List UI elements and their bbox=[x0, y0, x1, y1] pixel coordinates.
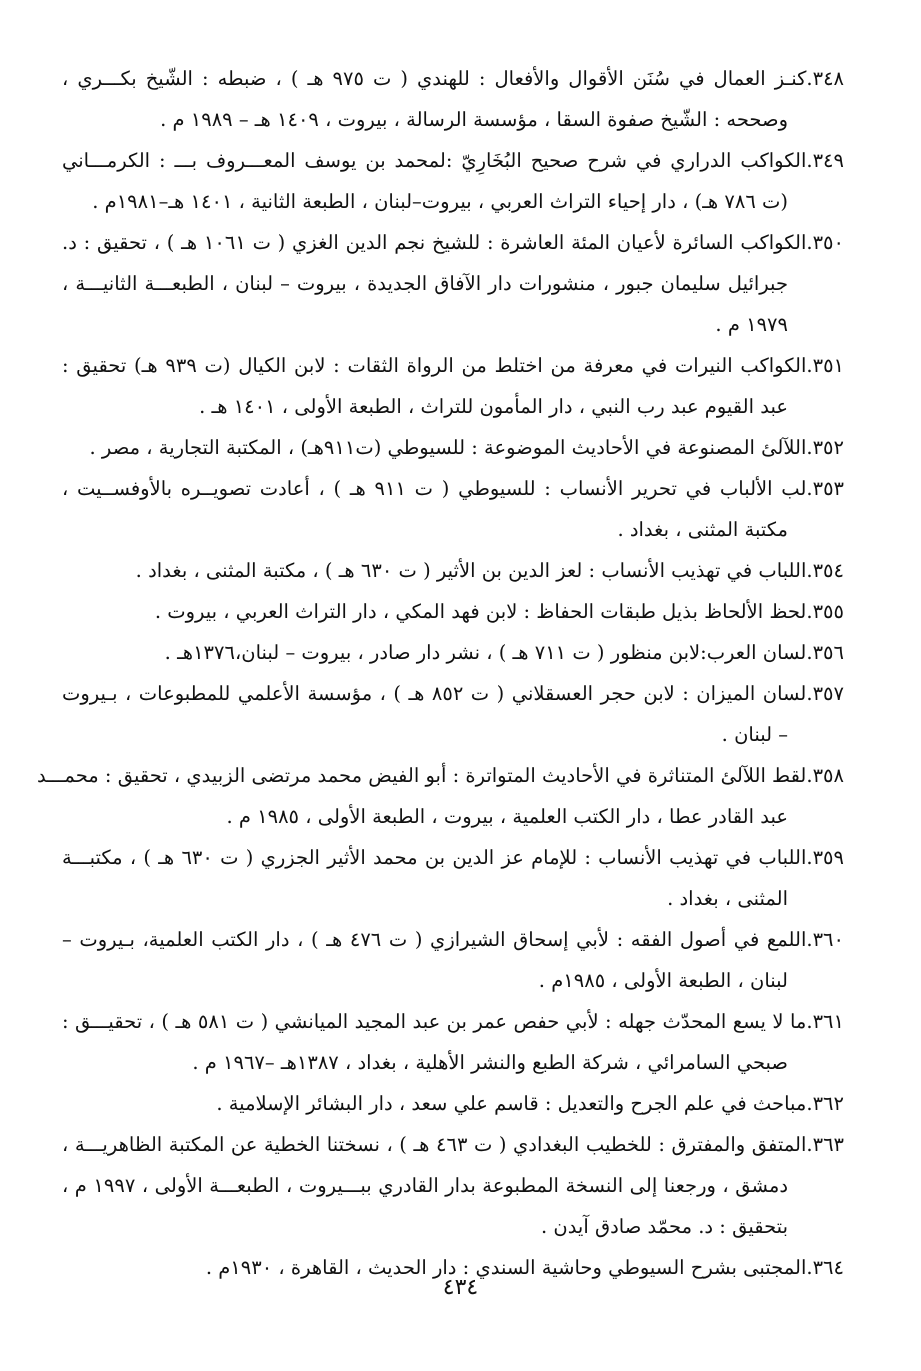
entry-continuation-line: عبد القيوم عبد رب النبي ، دار المأمون للتراث ، الطبعة الأولى ، ١٤٠١ هـ . bbox=[199, 395, 788, 418]
entry-first-line: ٣٥٠.الكواكب السائرة لأعيان المئة العاشرة : للشيخ نجم الدين الغزي ( ت ١٠٦١ هـ ) ، تحقيق : د. bbox=[62, 231, 844, 254]
bibliography-entry bbox=[62, 1001, 844, 1083]
entry-continuation-line: مكتبة المثنى ، بغداد . bbox=[617, 518, 788, 541]
entry-first-line: ٣٤٩.الكواكب الدراري في شرح صحيح البُخَارِيّ :لمحمد بن يوسف المعـــروف بـــ : الكرمـــاني bbox=[62, 149, 844, 172]
bibliography-entry bbox=[62, 550, 844, 591]
page-number: ٤٣٤ bbox=[442, 1275, 479, 1300]
entry-continuation-line: – لبنان . bbox=[721, 723, 788, 746]
bibliography-entry bbox=[62, 345, 844, 427]
bibliography-entry bbox=[62, 1083, 844, 1124]
entry-first-line: ٣٦٤.المجتبى بشرح السيوطي وحاشية السندي : دار الحديث ، القاهرة ، ١٩٣٠م . bbox=[205, 1256, 844, 1279]
entry-first-line: ٣٥٤.اللباب في تهذيب الأنساب : لعز الدين بن الأثير ( ت ٦٣٠ هـ ) ، مكتبة المثنى ، بغداد . bbox=[135, 559, 844, 582]
entry-continuation-line: دمشق ، ورجعنا إلى النسخة المطبوعة بدار القادري ببـــيروت ، الطبعـــة الأولى ، ١٩٩٧ م ، bbox=[62, 1174, 789, 1197]
bibliography-entry bbox=[62, 1124, 844, 1247]
entry-first-line: ٣٦١.ما لا يسع المحدّث جهله : لأبي حفص عمر بن عبد المجيد الميانشي ( ت ٥٨١ هـ ) ، تحقيـــق : bbox=[62, 1010, 844, 1033]
entry-first-line: ٣٥٨.لقط اللآلئ المتناثرة في الأحاديث المتواترة : أبو الفيض محمد مرتضى الزبيدي ، تحقيق : محمـــد bbox=[37, 764, 844, 787]
entry-first-line: ٣٥٩.اللباب في تهذيب الأنساب : للإمام عز الدين بن محمد الأثير الجزري ( ت ٦٣٠ هـ ) ، مكتبـــة bbox=[62, 846, 844, 869]
entry-first-line: ٣٤٨.كنـز العمال في سُنَن الأقوال والأفعال : للهندي ( ت ٩٧٥ هـ ) ، ضبطه : الشّيخ بكـــري ، bbox=[62, 67, 845, 90]
entry-continuation-line: ١٩٧٩ م . bbox=[715, 313, 788, 336]
entry-first-line: ٣٦٠.اللمع في أصول الفقه : لأبي إسحاق الشيرازي ( ت ٤٧٦ هـ ) ، دار الكتب العلمية، بـيروت – bbox=[62, 928, 844, 951]
bibliography-entry bbox=[62, 632, 844, 673]
entry-first-line: ٣٦٣.المتفق والمفترق : للخطيب البغدادي ( ت ٤٦٣ هـ ) ، نسختنا الخطية عن المكتبة الظاهريـــة ، bbox=[62, 1133, 845, 1156]
bibliography-list bbox=[37, 58, 845, 1288]
entry-first-line: ٣٦٢.مباحث في علم الجرح والتعديل : قاسم علي سعد ، دار البشائر الإسلامية . bbox=[216, 1092, 844, 1115]
entry-first-line: ٣٥١.الكواكب النيرات في معرفة من اختلط من الرواة الثقات : لابن الكيال (ت ٩٣٩ هـ) تحقيق : bbox=[62, 354, 845, 377]
entry-continuation-line: لبنان ، الطبعة الأولى ، ١٩٨٥م . bbox=[538, 969, 788, 992]
entry-first-line: ٣٥٧.لسان الميزان : لابن حجر العسقلاني ( ت ٨٥٢ هـ ) ، مؤسسة الأعلمي للمطبوعات ، بـيروت bbox=[62, 682, 844, 705]
entry-continuation-line: عبد القادر عطا ، دار الكتب العلمية ، بيروت ، الطبعة الأولى ، ١٩٨٥ م . bbox=[226, 805, 788, 828]
bibliography-entry bbox=[62, 919, 844, 1001]
bibliography-entry bbox=[37, 755, 844, 837]
bibliography-entry bbox=[62, 140, 844, 222]
entry-continuation-line: جبرائيل سليمان جبور ، منشورات دار الآفاق الجديدة ، بيروت – لبنان ، الطبعـــة الثانيـــة ، bbox=[62, 272, 788, 295]
bibliography-entry bbox=[62, 837, 844, 919]
entry-continuation-line: صبحي السامرائي ، شركة الطبع والنشر الأهلية ، بغداد ، ١٣٨٧هـ –١٩٦٧ م . bbox=[192, 1051, 788, 1074]
bibliography-entry bbox=[62, 591, 844, 632]
entry-first-line: ٣٥٢.اللآلئ المصنوعة في الأحاديث الموضوعة : للسيوطي (ت٩١١هـ) ، المكتبة التجارية ، مصر . bbox=[89, 436, 844, 459]
bibliography-entry bbox=[62, 468, 844, 550]
entry-continuation-line: وصححه : الشّيخ صفوة السقا ، مؤسسة الرسالة ، بيروت ، ١٤٠٩ هـ – ١٩٨٩ م . bbox=[160, 108, 788, 131]
entry-continuation-line: المثنى ، بغداد . bbox=[667, 887, 788, 910]
entry-first-line: ٣٥٣.لب الألباب في تحرير الأنساب : للسيوطي ( ت ٩١١ هـ ) ، أعادت تصويــره بالأوفســيت ، bbox=[62, 477, 845, 500]
entry-continuation-line: بتحقيق : د. محمّد صادق آيدن . bbox=[540, 1215, 788, 1238]
entry-first-line: ٣٥٦.لسان العرب:لابن منظور ( ت ٧١١ هـ ) ، نشر دار صادر ، بيروت – لبنان،١٣٧٦هـ . bbox=[164, 641, 844, 664]
bibliography-entry bbox=[62, 58, 844, 140]
bibliography-entry bbox=[62, 673, 844, 755]
entry-first-line: ٣٥٥.لحظ الألحاظ بذيل طبقات الحفاظ : لابن فهد المكي ، دار التراث العربي ، بيروت . bbox=[154, 600, 844, 623]
bibliography-entry bbox=[62, 427, 844, 468]
bibliography-entry bbox=[62, 222, 844, 345]
entry-continuation-line: (ت ٧٨٦ هـ) ، دار إحياء التراث العربي ، بيروت–لبنان ، الطبعة الثانية ، ١٤٠١ هـ–١٩٨١م . bbox=[92, 190, 788, 213]
